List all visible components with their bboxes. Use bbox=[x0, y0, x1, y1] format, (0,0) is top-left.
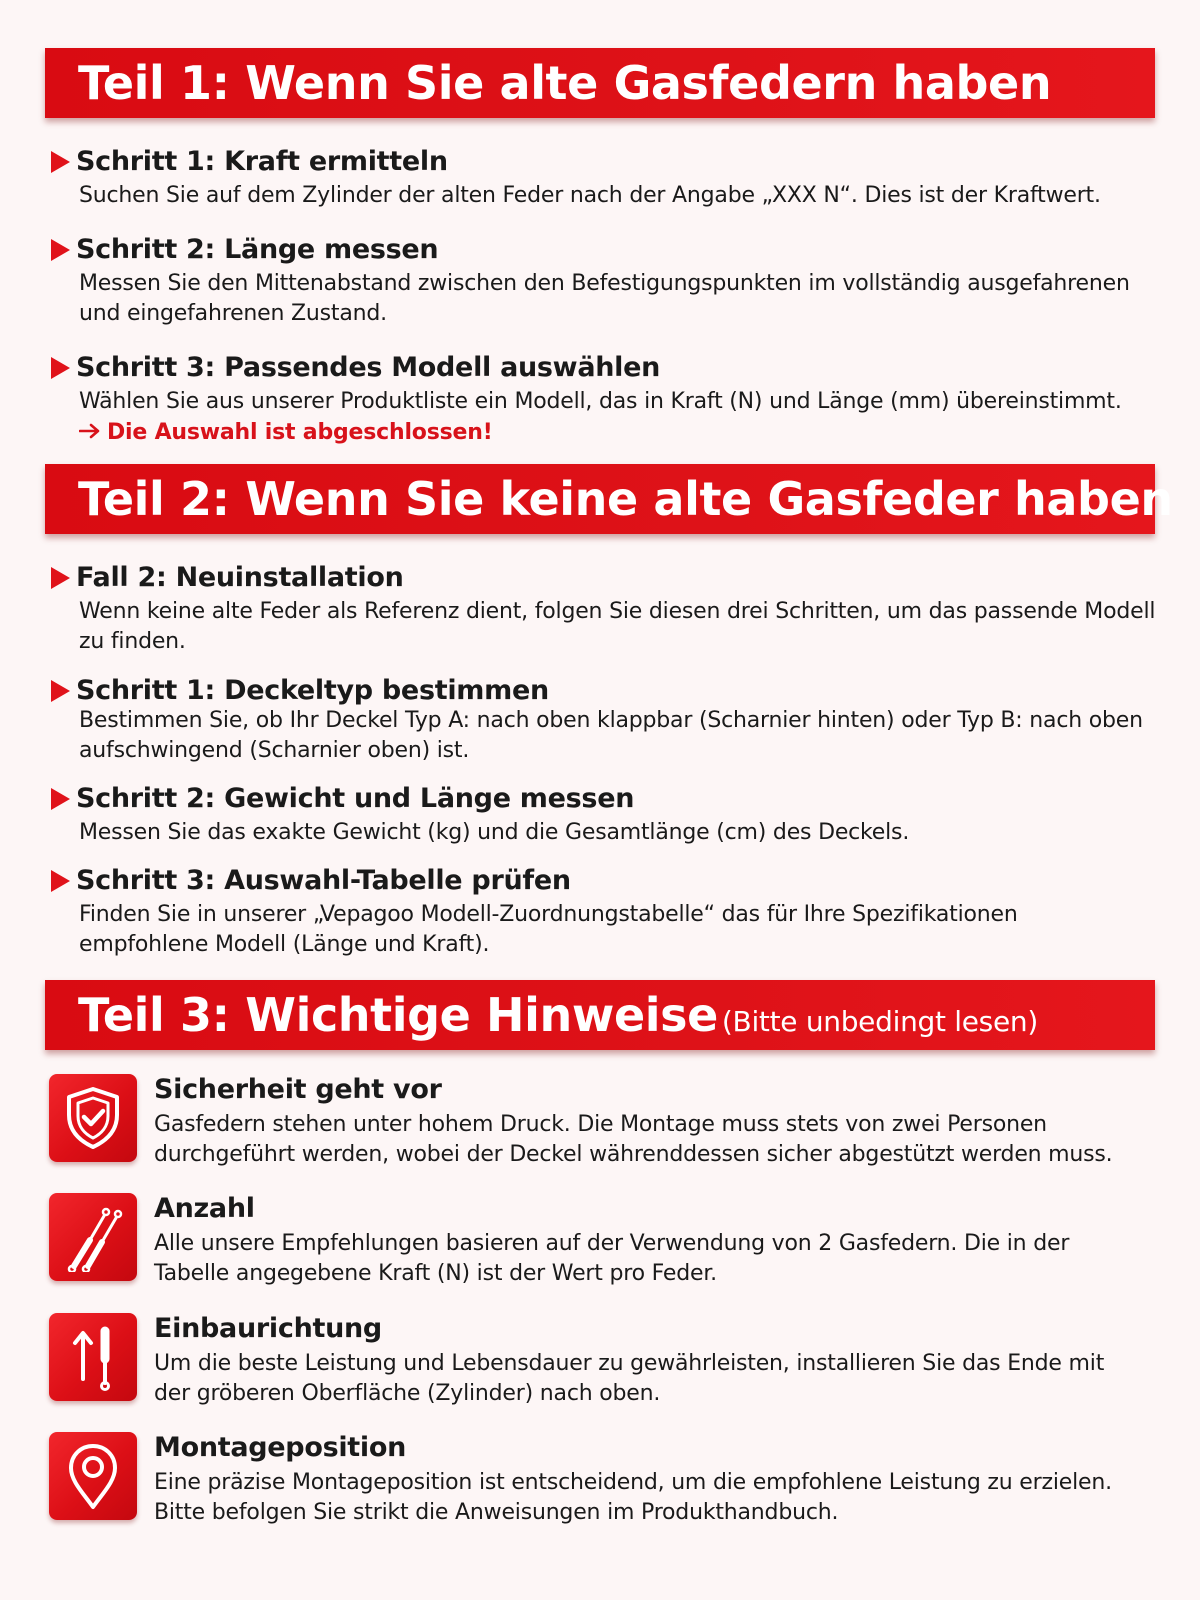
triangle-bullet-icon bbox=[51, 151, 70, 173]
note-quantity bbox=[49, 1193, 1159, 1285]
step-text: Suchen Sie auf dem Zylinder der alten Feder nach der Angabe „XXX N“. Dies ist der Kraftwert. bbox=[79, 183, 1101, 208]
note-title: Anzahl bbox=[154, 1193, 255, 1224]
step-text: Wählen Sie aus unserer Produktliste ein Modell, das in Kraft (N) und Länge (mm) übereinstimmt. bbox=[79, 389, 1122, 414]
arrow-right-icon bbox=[79, 420, 101, 445]
part3-banner bbox=[45, 980, 1155, 1050]
result-line bbox=[79, 420, 1161, 445]
step-text: Finden Sie in unserer „Vepagoo Modell-Zuordnungstabelle“ das für Ihre Spezifikationen empfohlene Modell (Länge und Kraft). bbox=[79, 902, 1018, 957]
part2-step-1 bbox=[51, 675, 1161, 766]
gas-springs-icon bbox=[49, 1193, 137, 1281]
part2-title: Teil 2: Wenn Sie keine alte Gasfeder haben bbox=[78, 472, 1173, 526]
note-title: Einbaurichtung bbox=[154, 1313, 382, 1344]
part2-banner bbox=[45, 464, 1173, 534]
step-text: Bestimmen Sie, ob Ihr Deckel Typ A: nach oben klappbar (Scharnier hinten) oder Typ B: nach oben aufschwingend (Scharnier oben) ist. bbox=[79, 708, 1143, 763]
part3-title: Teil 3: Wichtige Hinweise bbox=[78, 988, 718, 1042]
triangle-bullet-icon bbox=[51, 239, 70, 261]
step-title: Schritt 1: Deckeltyp bestimmen bbox=[76, 675, 549, 706]
note-text: Um die beste Leistung und Lebensdauer zu gewährleisten, installieren Sie das Ende mit der gröberen Oberfläche (Zylinder) nach oben. bbox=[154, 1351, 1105, 1406]
step-text: Messen Sie das exakte Gewicht (kg) und die Gesamtlänge (cm) des Deckels. bbox=[79, 820, 910, 845]
part2-step-3 bbox=[51, 865, 1161, 960]
note-title: Sicherheit geht vor bbox=[154, 1074, 442, 1105]
note-title: Montageposition bbox=[154, 1432, 407, 1463]
step-title: Schritt 1: Kraft ermitteln bbox=[76, 146, 448, 177]
result-text: Die Auswahl ist abgeschlossen! bbox=[107, 420, 493, 445]
note-direction bbox=[49, 1313, 1159, 1405]
note-text: Eine präzise Montageposition ist entscheidend, um die empfohlene Leistung zu erzielen. Bitte befolgen Sie strikt die Anweisungen im Produkthandbuch. bbox=[154, 1470, 1112, 1525]
shield-check-icon bbox=[49, 1074, 137, 1162]
triangle-bullet-icon bbox=[51, 788, 70, 810]
note-safety bbox=[49, 1074, 1159, 1166]
step-title: Schritt 3: Passendes Modell auswählen bbox=[76, 352, 661, 383]
note-position bbox=[49, 1432, 1159, 1524]
step-text: Wenn keine alte Feder als Referenz dient, folgen Sie diesen drei Schritten, um das passende Modell zu finden. bbox=[79, 599, 1156, 654]
step-title: Schritt 3: Auswahl-Tabelle prüfen bbox=[76, 865, 571, 896]
part1-step-3 bbox=[51, 352, 1161, 445]
part1-title: Teil 1: Wenn Sie alte Gasfedern haben bbox=[78, 56, 1052, 110]
part1-banner bbox=[45, 48, 1155, 118]
note-text: Gasfedern stehen unter hohem Druck. Die Montage muss stets von zwei Personen durchgeführt werden, wobei der Deckel währenddessen sicher abgestützt werden muss. bbox=[154, 1112, 1113, 1167]
note-text: Alle unsere Empfehlungen basieren auf der Verwendung von 2 Gasfedern. Die in der Tabelle angegebene Kraft (N) ist der Wert pro Feder. bbox=[154, 1231, 1070, 1286]
triangle-bullet-icon bbox=[51, 680, 70, 702]
triangle-bullet-icon bbox=[51, 870, 70, 892]
triangle-bullet-icon bbox=[51, 567, 70, 589]
step-title: Fall 2: Neuinstallation bbox=[76, 562, 404, 593]
install-direction-icon bbox=[49, 1313, 137, 1401]
part2-step-2 bbox=[51, 783, 1161, 848]
part1-step-1 bbox=[51, 146, 1161, 211]
triangle-bullet-icon bbox=[51, 357, 70, 379]
part1-step-2 bbox=[51, 234, 1161, 329]
part3-subtitle: (Bitte unbedingt lesen) bbox=[721, 1004, 1038, 1038]
part2-case bbox=[51, 562, 1161, 657]
step-title: Schritt 2: Länge messen bbox=[76, 234, 439, 265]
location-pin-icon bbox=[49, 1432, 137, 1520]
step-title: Schritt 2: Gewicht und Länge messen bbox=[76, 783, 635, 814]
step-text: Messen Sie den Mittenabstand zwischen den Befestigungspunkten im vollständig ausgefahrenen und eingefahrenen Zustand. bbox=[79, 271, 1130, 326]
